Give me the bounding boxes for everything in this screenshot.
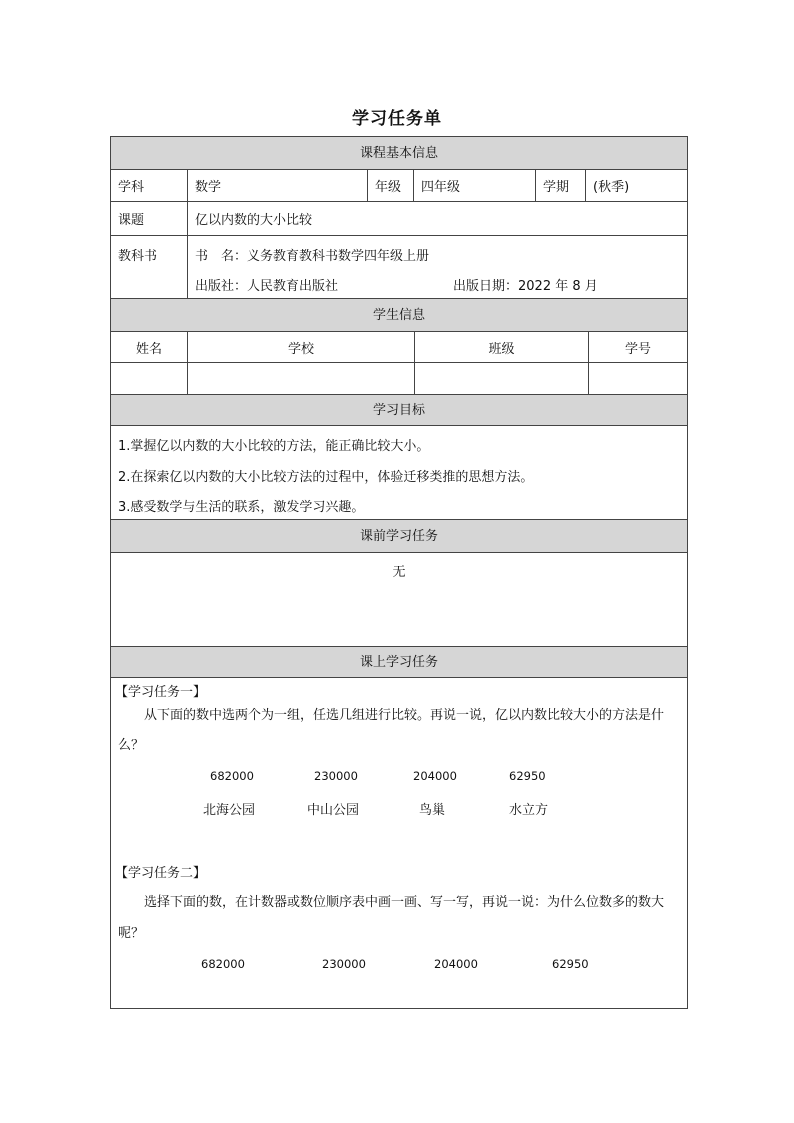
name-input-cell[interactable] [111,363,187,394]
task2-number-4: 62950 [552,957,589,971]
task1-number-3: 204000 [413,769,457,783]
in-class-body [111,678,687,1008]
objectives-body [111,426,687,520]
grade-value: 四年级 [413,170,535,201]
task2-number-2: 230000 [322,957,366,971]
student-info-columns [111,332,687,363]
subject-label: 学科 [118,180,145,195]
term-value: (秋季) [585,170,687,201]
student-info-blank-row [111,363,687,395]
pre-class-header: 课前学习任务 [111,520,687,553]
objectives-header: 学习目标 [111,395,687,426]
topic-label: 课题 [118,213,145,228]
publisher: 出版社：人民教育出版社 [195,279,339,294]
column-class: 班级 [414,332,588,362]
book-name: 书 名：义务教育教科书数学四年级上册 [195,249,430,264]
column-name: 姓名 [135,341,162,357]
place-beihai: 北海公园 [203,803,256,818]
task2-text: 选择下面的数，在计数器或数位顺序表中画一画、写一写，再说一说：为什么位数多的数大呢？ [118,895,665,941]
objective-2: 2.在探索亿以内数的大小比较方法的过程中，体验迁移类推的思想方法。 [118,470,534,485]
term-label: 学期 [535,170,585,201]
column-school: 学校 [187,332,414,362]
class-input-cell[interactable] [414,363,588,394]
task1-title: 【学习任务一】 [115,685,207,700]
student-id-input-cell[interactable] [588,363,687,394]
place-zhongshan: 中山公园 [307,803,360,818]
task1-number-1: 682000 [210,769,254,783]
task1-text: 从下面的数中选两个为一组，任选几组进行比较。再说一说，亿以内数比较大小的方法是什么？ [118,708,665,753]
subject-row [111,170,687,202]
objective-1: 1.掌握亿以内数的大小比较的方法，能正确比较大小。 [118,439,430,454]
topic-row [111,202,687,236]
publish-date: 出版日期：2022 年 8 月 [453,279,598,294]
task2-number-3: 204000 [434,957,478,971]
page-title: 学习任务单 [352,109,442,129]
course-info-header: 课程基本信息 [111,137,687,170]
in-class-header: 课上学习任务 [111,647,687,678]
pre-class-body [111,553,687,647]
objective-3: 3.感受数学与生活的联系，激发学习兴趣。 [118,500,365,515]
place-birds-nest: 鸟巢 [419,803,446,818]
task1-number-2: 230000 [314,769,358,783]
task2-title: 【学习任务二】 [115,866,207,881]
grade-label: 年级 [367,170,413,201]
textbook-label: 教科书 [118,249,158,264]
topic-value: 亿以内数的大小比较 [187,202,687,235]
task1-number-4: 62950 [509,769,546,783]
pre-class-content: 无 [392,565,406,580]
column-student-id: 学号 [588,332,687,362]
textbook-row [111,236,687,299]
school-input-cell[interactable] [187,363,414,394]
textbook-details [187,236,687,298]
subject-value: 数学 [187,170,367,201]
place-water-cube: 水立方 [509,803,549,818]
student-info-header: 学生信息 [111,299,687,332]
task-sheet-table [110,136,688,1009]
task2-number-1: 682000 [201,957,245,971]
